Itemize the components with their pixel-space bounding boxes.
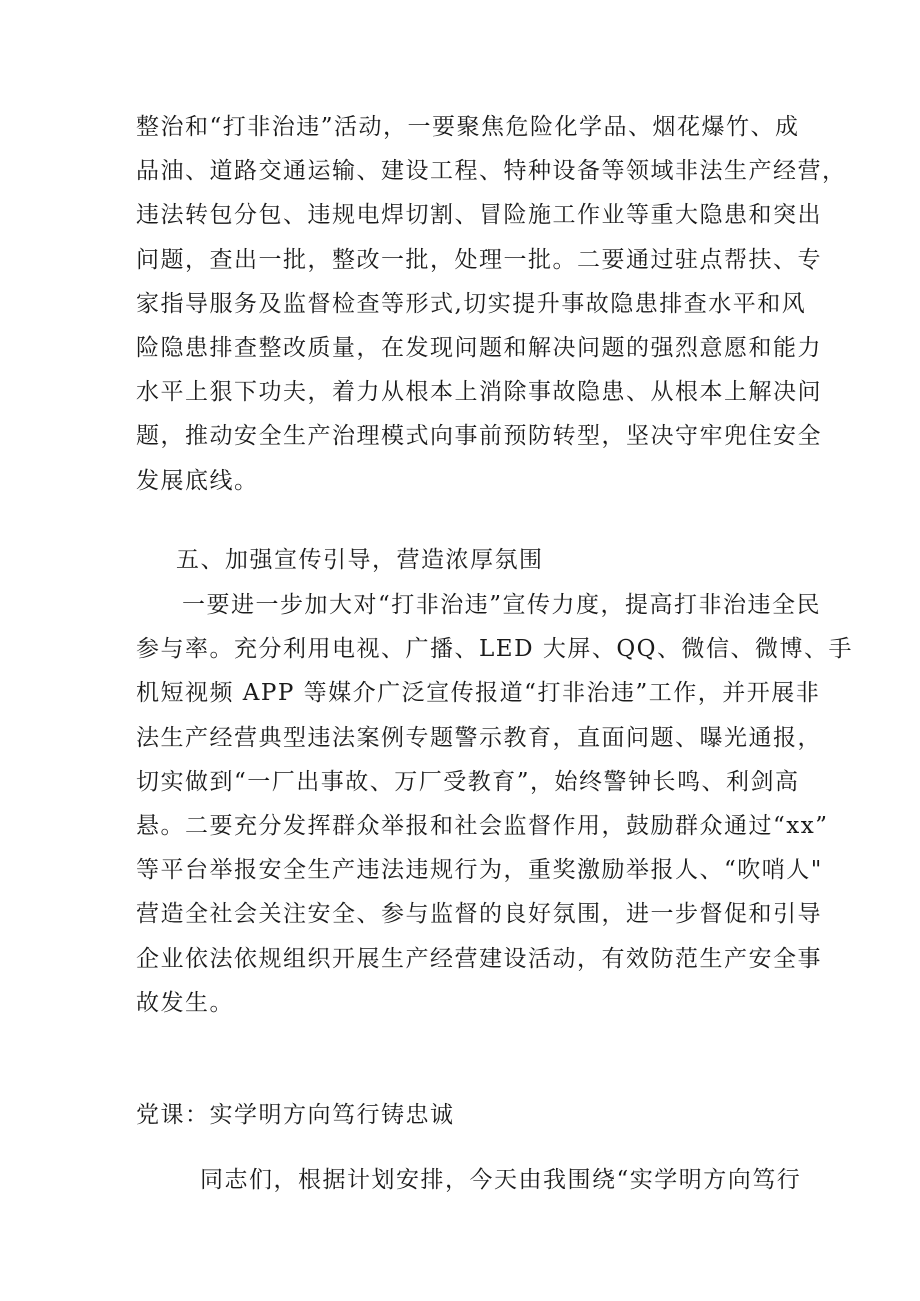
text-line: 等平台举报安全生产违法违规行为，重奖激励举报人、“吹哨人" (136, 857, 823, 884)
lecture-title: 党课：实学明方向笃行铸忠诚 (136, 1102, 455, 1128)
text-line: 悬。二要充分发挥群众举报和社会监督作用，鼓励群众通过“xx” (136, 812, 829, 839)
text-line: 家指导服务及监督检查等形式,切实提升事故隐患排查水平和风 (136, 290, 807, 317)
text-line: 险隐患排查整改质量，在发现问题和解决问题的强烈意愿和能力 (136, 334, 822, 361)
text-line: 营造全社会关注安全、参与监督的良好氛围，进一步督促和引导 (136, 901, 822, 928)
text-line: 问题，查出一批，整改一批，处理一批。二要通过驻点帮扶、专 (136, 246, 822, 273)
text-line: 故发生。 (136, 989, 234, 1016)
text-line: 品油、道路交通运输、建设工程、特种设备等领域非法生产经营， (136, 158, 847, 185)
text-line: 机短视频 APP 等媒介广泛宣传报道“打非治违”工作，并开展非 (136, 680, 821, 707)
text-line: 整治和“打非治违”活动，一要聚焦危险化学品、烟花爆竹、成 (136, 114, 800, 140)
text-line: 一要进一步加大对“打非治违”宣传力度，提高打非治违全民 (182, 592, 822, 618)
text-line: 参与率。充分利用电视、广播、LED 大屏、QQ、微信、微博、手 (136, 636, 854, 663)
paragraph-publicity (136, 583, 854, 1025)
text-line: 违法转包分包、违规电焊切割、冒险施工作业等重大隐患和突出 (136, 202, 822, 229)
text-line: 切实做到“一厂出事故、万厂受教育”，始终警钟长鸣、利剑高 (136, 768, 800, 795)
text-line: 发展底线。 (136, 467, 259, 494)
section-heading: 五、加强宣传引导，营造浓厚氛围 (176, 547, 544, 573)
text-line: 题，推动安全生产治理模式向事前预防转型，坚决守牢兜住安全 (136, 423, 822, 450)
paragraph-continuation (136, 105, 847, 503)
text-line: 水平上狠下功夫，着力从根本上消除事故隐患、从根本上解决问 (136, 379, 822, 406)
lecture-opening-line: 同志们，根据计划安排，今天由我围绕“实学明方向笃行 (200, 1167, 802, 1193)
text-line: 企业依法依规组织开展生产经营建设活动，有效防范生产安全事 (136, 945, 822, 972)
text-line: 法生产经营典型违法案例专题警示教育，直面问题、曝光通报， (136, 724, 822, 751)
